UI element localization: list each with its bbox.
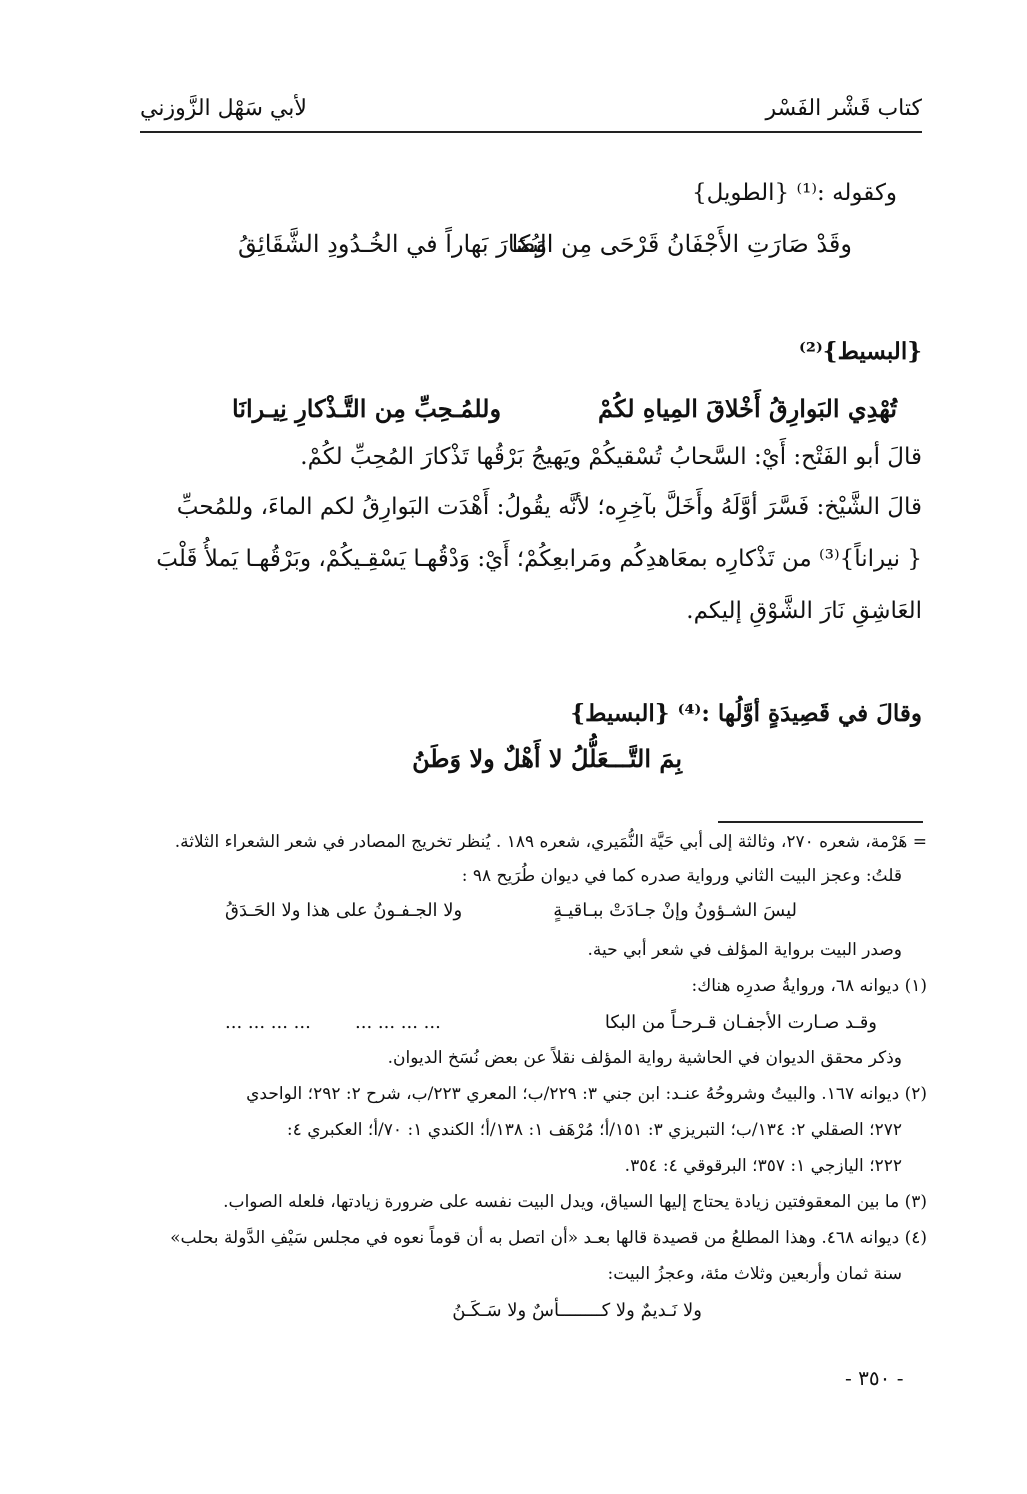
footnote-continuation-line-3: وصدر البيت برواية المؤلف في شعر أبي حية. bbox=[587, 940, 902, 960]
footnote-continuation-line-1: = هَرْمة، شعره ٢٧٠، وثالثة إلى أبي حَيَّة النُّمَيري، شعره ١٨٩ . يُنظر تخريج المصادر في شعر الشعراء الثلاثة. bbox=[174, 832, 927, 852]
intro-line-1: وكقوله :⁽¹⁾ {الطويل} bbox=[691, 180, 897, 206]
footnote-3: (٣) ما بين المعقوفتين زيادة يحتاج إليها السياق، ويدل البيت نفسه على ضرورة زيادتها، فلعله الصواب. bbox=[223, 1192, 927, 1212]
footnote-verse-second-hemistich: ولا الجـفـونُ على هذا ولا الحَـدَقُ bbox=[225, 900, 463, 921]
footnote-1-line-1: (١) ديوانه ٦٨، وروايةُ صدرِه هناك: bbox=[691, 976, 927, 996]
footnote-2-line-3: ٢٢٢؛ اليازجي ١: ٣٥٧؛ البرقوقي ٤: ٣٥٤. bbox=[624, 1156, 902, 1176]
verse-1-first-hemistich: وقَدْ صَارَتِ الأَجْفَانُ قَرْحَى مِن البُكا bbox=[511, 230, 852, 258]
verse-3: بِمَ التَّـــعَلُّلُ لا أَهْلٌ ولا وَطَنُ bbox=[412, 744, 682, 773]
footnote-4-line-2: سنة ثمان وأربعين وثلاث مئة، وعجزُ البيت: bbox=[607, 1264, 902, 1284]
meter-label-2: {البسيط}⁽²⁾ bbox=[799, 338, 922, 365]
footnote-verse-first-hemistich: ليسَ الشـؤونُ وإنْ جـادَتْ ببـاقيـةٍ bbox=[553, 900, 797, 921]
running-header-title: كتاب قَشْر الفَسْر bbox=[765, 96, 922, 121]
footnote-1-verse-ellipsis-b: ... ... ... ... bbox=[225, 1012, 311, 1033]
commentary-abulfath: قالَ أبو الفَتْح: أَيْ: السَّحابُ تُسْقيكُمْ ويَهيجُ بَرْقُها تَذْكارَ المُحِبِّ لكُمْ. bbox=[300, 444, 922, 470]
verse-2-first-hemistich: تُهْدِي البَوارِقُ أَخْلاقَ المِياهِ لكُمْ bbox=[597, 394, 897, 423]
footnote-4-verse: ولا نَـديمٌ ولا كــــــــأسٌ ولا سَـكَـنُ bbox=[452, 1300, 702, 1321]
footnote-1-line-2: وذكر محقق الديوان في الحاشية رواية المؤلف نقلاً عن بعض نُسَخ الديوان. bbox=[387, 1048, 902, 1068]
footnote-1-verse-first-hemistich: وقـد صـارت الأجفـان قـرحـاً من البكا bbox=[604, 1012, 877, 1033]
commentary-shaykh-line-3: العَاشِقِ نَارَ الشَّوْقِ إليكم. bbox=[686, 598, 922, 624]
footnote-2-line-2: ٢٧٢؛ الصقلي ٢: ١٣٤/ب؛ التبريزي ٣: ١٥١/أ؛ مُرْهَف ١: ١٣٨/أ؛ الكندي ١: ٧٠/أ؛ العكبري ٤: bbox=[286, 1120, 902, 1140]
verse-1-second-hemistich: وَصَارَ بَهاراً في الخُـدُودِ الشَّقَائِقُ bbox=[238, 230, 548, 258]
footnote-rule bbox=[718, 821, 923, 823]
intro-line-3: وقالَ في قَصِيدَةٍ أوَّلُها :⁽⁴⁾ {البسيط} bbox=[570, 700, 922, 727]
footnote-1-verse-ellipsis-a: ... ... ... ... bbox=[355, 1012, 441, 1033]
page-number: - ٣٥٠ - bbox=[845, 1366, 904, 1390]
footnote-4-line-1: (٤) ديوانه ٤٦٨. وهذا المطلعُ من قصيدة قالها بعـد «أن اتصل به أن قوماً نعوه في مجلس سَيْفِ الدَّولة بحلب» bbox=[170, 1228, 927, 1248]
running-header-author: لأبي سَهْل الزَّوزني bbox=[140, 96, 307, 121]
header-rule bbox=[140, 131, 922, 133]
commentary-shaykh-line-2: { نيراناً}⁽³⁾ من تَذْكارِه بمعَاهدِكُم ومَرابعِكُمْ؛ أَيْ: وَدْقُهـا يَسْقِـيكُمْ، وبَرْقُهـا يَملأُ قَلْبَ bbox=[156, 546, 922, 572]
footnote-2-line-1: (٢) ديوانه ١٦٧. والبيتُ وشروحُهُ عنـد: ابن جني ٣: ٢٢٩/ب؛ المعري ٢٢٣/ب، شرح ٢: ٢٩٢؛ الواحدي bbox=[246, 1084, 927, 1104]
verse-2-second-hemistich: وللمُـحِبِّ مِن التَّـذْكارِ نِيـرانَا bbox=[232, 394, 502, 423]
footnote-continuation-line-2: قلتُ: وعجز البيت الثاني ورواية صدره كما في ديوان طُرَيح ٩٨ : bbox=[461, 866, 902, 886]
commentary-shaykh-line-1: قالَ الشَّيْخ: فَسَّرَ أوَّلَهُ وأَخَلَّ بآخِرِه؛ لأنَّه يقُولُ: أَهْدَت البَوارِقُ لكم الماءَ، وللمُحبِّ bbox=[176, 494, 922, 520]
